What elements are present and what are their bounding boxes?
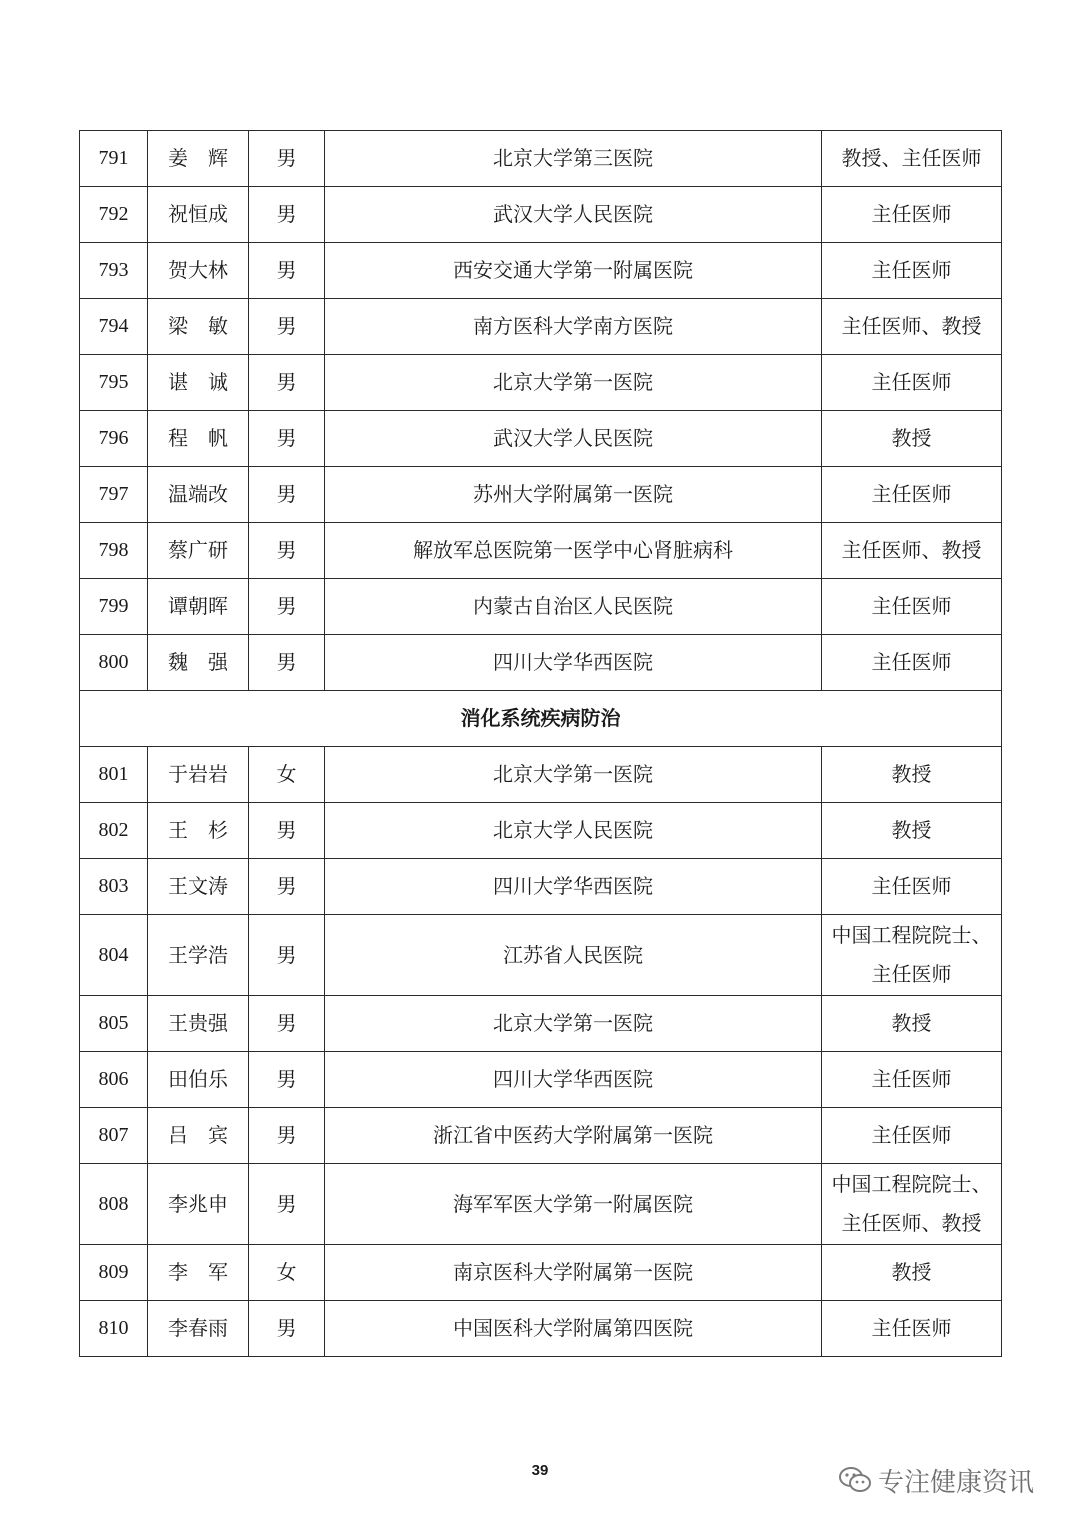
table-row	[80, 1245, 1002, 1301]
person-name-text: 姜辉	[168, 146, 248, 170]
person-title	[822, 1164, 1002, 1245]
person-title-line: 主任医师	[871, 1316, 952, 1340]
person-title	[822, 299, 1002, 355]
table-row	[80, 523, 1002, 579]
person-name-text: 于岩岩	[168, 762, 228, 786]
person-title	[822, 187, 1002, 243]
person-institution: 北京大学第一医院	[325, 355, 822, 411]
person-title	[822, 747, 1002, 803]
person-name	[148, 1052, 249, 1108]
wechat-icon	[838, 1465, 872, 1495]
table-row	[80, 1301, 1002, 1357]
person-sex: 男	[249, 187, 325, 243]
person-title-line: 教授	[891, 426, 932, 450]
person-name	[148, 803, 249, 859]
person-title-line: 教授	[891, 762, 932, 786]
person-title-line: 教授、主任医师	[841, 146, 982, 170]
person-title-line: 中国工程院院士、	[831, 923, 992, 947]
table-row	[80, 1052, 1002, 1108]
table-row	[80, 996, 1002, 1052]
person-name-text: 祝恒成	[168, 202, 228, 226]
table-row	[80, 579, 1002, 635]
person-institution: 南京医科大学附属第一医院	[325, 1245, 822, 1301]
person-name-text: 程帆	[168, 426, 248, 450]
row-number: 804	[80, 915, 148, 996]
person-institution: 四川大学华西医院	[325, 859, 822, 915]
row-number: 796	[80, 411, 148, 467]
person-title-line: 主任医师	[871, 202, 952, 226]
person-institution: 北京大学人民医院	[325, 803, 822, 859]
person-institution: 武汉大学人民医院	[325, 411, 822, 467]
row-number: 800	[80, 635, 148, 691]
table-row	[80, 467, 1002, 523]
person-title	[822, 915, 1002, 996]
person-name-text: 李兆申	[168, 1191, 228, 1216]
person-title	[822, 1052, 1002, 1108]
row-number: 806	[80, 1052, 148, 1108]
person-title	[822, 635, 1002, 691]
person-institution: 海军军医大学第一附属医院	[325, 1164, 822, 1245]
person-title	[822, 523, 1002, 579]
row-number: 794	[80, 299, 148, 355]
page-number: 39	[531, 1462, 549, 1479]
row-number: 791	[80, 131, 148, 187]
person-title-line: 主任医师、教授	[841, 538, 982, 562]
row-number: 803	[80, 859, 148, 915]
person-institution: 西安交通大学第一附属医院	[325, 243, 822, 299]
person-title-line: 主任医师	[871, 1067, 952, 1091]
person-name	[148, 915, 249, 996]
person-title-line: 主任医师	[871, 594, 952, 618]
person-sex: 男	[249, 1052, 325, 1108]
person-institution: 苏州大学附属第一医院	[325, 467, 822, 523]
person-name	[148, 859, 249, 915]
person-institution: 中国医科大学附属第四医院	[325, 1301, 822, 1357]
person-title	[822, 355, 1002, 411]
person-name-text: 吕宾	[168, 1123, 248, 1147]
person-title-line: 主任医师	[871, 482, 952, 506]
person-title-line: 主任医师	[871, 874, 952, 898]
person-name-text: 魏强	[168, 650, 248, 674]
person-name-text: 王杉	[168, 818, 248, 842]
table-row	[80, 243, 1002, 299]
person-title	[822, 1245, 1002, 1301]
roster-body	[80, 131, 1002, 1357]
row-number: 795	[80, 355, 148, 411]
row-number: 809	[80, 1245, 148, 1301]
person-institution: 南方医科大学南方医院	[325, 299, 822, 355]
person-sex: 男	[249, 859, 325, 915]
section-row	[80, 691, 1002, 747]
person-title	[822, 859, 1002, 915]
row-number: 808	[80, 1164, 148, 1245]
person-sex: 男	[249, 299, 325, 355]
person-institution: 北京大学第一医院	[325, 747, 822, 803]
person-name-text: 王文涛	[168, 874, 228, 898]
person-name	[148, 523, 249, 579]
table-row	[80, 859, 1002, 915]
person-sex: 男	[249, 131, 325, 187]
person-institution: 北京大学第三医院	[325, 131, 822, 187]
person-institution: 四川大学华西医院	[325, 635, 822, 691]
person-title-line: 中国工程院院士、	[831, 1172, 992, 1196]
row-number: 793	[80, 243, 148, 299]
table-row	[80, 1108, 1002, 1164]
person-name	[148, 747, 249, 803]
person-sex: 男	[249, 467, 325, 523]
person-institution: 北京大学第一医院	[325, 996, 822, 1052]
person-institution: 解放军总医院第一医学中心肾脏病科	[325, 523, 822, 579]
person-name-text: 王学浩	[168, 942, 228, 967]
person-name-text: 李春雨	[168, 1316, 228, 1340]
person-institution: 江苏省人民医院	[325, 915, 822, 996]
person-name-text: 梁敏	[168, 314, 248, 338]
person-title	[822, 579, 1002, 635]
table-row	[80, 299, 1002, 355]
table-row	[80, 915, 1002, 996]
person-sex: 男	[249, 803, 325, 859]
person-title-line: 主任医师	[871, 370, 952, 394]
table-row	[80, 1164, 1002, 1245]
person-title	[822, 131, 1002, 187]
person-title-line: 主任医师	[871, 962, 952, 986]
person-name	[148, 299, 249, 355]
table-row	[80, 635, 1002, 691]
person-institution: 浙江省中医药大学附属第一医院	[325, 1108, 822, 1164]
row-number: 805	[80, 996, 148, 1052]
person-sex: 男	[249, 915, 325, 996]
person-title	[822, 1108, 1002, 1164]
row-number: 792	[80, 187, 148, 243]
person-name	[148, 1301, 249, 1357]
person-name	[148, 635, 249, 691]
table-row	[80, 803, 1002, 859]
person-name	[148, 411, 249, 467]
row-number: 798	[80, 523, 148, 579]
person-name	[148, 1164, 249, 1245]
person-sex: 男	[249, 523, 325, 579]
watermark	[838, 1460, 1034, 1500]
table-row	[80, 411, 1002, 467]
table-row	[80, 187, 1002, 243]
table-row	[80, 355, 1002, 411]
person-name-text: 王贵强	[168, 1011, 228, 1035]
person-sex: 男	[249, 355, 325, 411]
person-title-line: 教授	[891, 1011, 932, 1035]
row-number: 799	[80, 579, 148, 635]
person-sex: 男	[249, 1301, 325, 1357]
person-name-text: 李军	[168, 1260, 248, 1284]
person-name	[148, 467, 249, 523]
person-name	[148, 131, 249, 187]
person-sex: 女	[249, 747, 325, 803]
section-heading: 消化系统疾病防治	[80, 691, 1002, 747]
row-number: 810	[80, 1301, 148, 1357]
person-sex: 男	[249, 411, 325, 467]
person-name	[148, 579, 249, 635]
person-institution: 内蒙古自治区人民医院	[325, 579, 822, 635]
person-title	[822, 411, 1002, 467]
person-name-text: 谭朝晖	[168, 594, 228, 618]
person-sex: 男	[249, 996, 325, 1052]
person-title-line: 主任医师、教授	[841, 1211, 982, 1235]
row-number: 802	[80, 803, 148, 859]
person-name	[148, 355, 249, 411]
person-name	[148, 243, 249, 299]
person-sex: 男	[249, 1164, 325, 1245]
person-name	[148, 1245, 249, 1301]
person-name-text: 温端改	[168, 482, 228, 506]
person-title	[822, 803, 1002, 859]
table-row	[80, 131, 1002, 187]
row-number: 797	[80, 467, 148, 523]
person-institution: 武汉大学人民医院	[325, 187, 822, 243]
person-title-line: 主任医师、教授	[841, 314, 982, 338]
person-name-text: 贺大林	[168, 258, 228, 282]
person-name-text: 蔡广研	[168, 538, 228, 562]
person-sex: 男	[249, 635, 325, 691]
table-row	[80, 747, 1002, 803]
person-name-text: 田伯乐	[168, 1067, 228, 1091]
person-name	[148, 996, 249, 1052]
person-sex: 男	[249, 1108, 325, 1164]
person-title-line: 教授	[891, 818, 932, 842]
person-title	[822, 243, 1002, 299]
person-title	[822, 996, 1002, 1052]
person-title	[822, 1301, 1002, 1357]
person-title	[822, 467, 1002, 523]
row-number: 807	[80, 1108, 148, 1164]
person-name-text: 谌诚	[168, 370, 248, 394]
watermark-text: 专注健康资讯	[878, 1467, 1035, 1498]
person-title-line: 教授	[891, 1260, 932, 1284]
person-institution: 四川大学华西医院	[325, 1052, 822, 1108]
person-name	[148, 187, 249, 243]
person-sex: 男	[249, 579, 325, 635]
person-title-line: 主任医师	[871, 650, 952, 674]
person-title-line: 主任医师	[871, 1123, 952, 1147]
row-number: 801	[80, 747, 148, 803]
person-title-line: 主任医师	[871, 258, 952, 282]
person-sex: 男	[249, 243, 325, 299]
roster-table	[79, 130, 1002, 1357]
person-sex: 女	[249, 1245, 325, 1301]
person-name	[148, 1108, 249, 1164]
